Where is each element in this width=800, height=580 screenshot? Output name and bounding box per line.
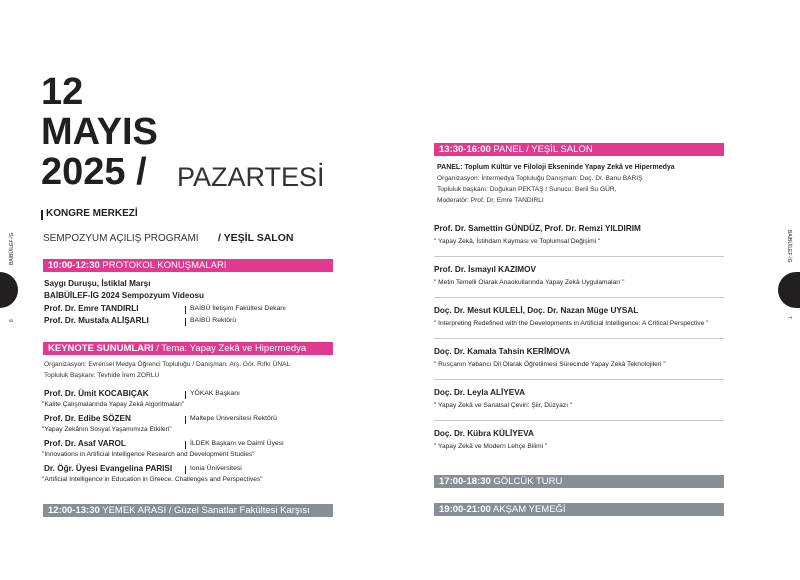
protocol-time: 10:00-12:30	[48, 260, 100, 271]
panel-speaker-name: Doç. Dr. Kamala Tahsin KERİMOVA	[434, 347, 571, 356]
keynote-talk-title: "Artificial Intelligence in Education in Greece. Challenges and Perspectives"	[42, 476, 263, 483]
panel-moderator: Moderatör: Prof. Dr. Emre TANDIRLI	[437, 197, 544, 204]
panel-speaker-name: Prof. Dr. İsmayıl KAZIMOV	[434, 265, 536, 274]
keynote-speaker-role: Maltepe Üniversitesi Rektörü	[190, 415, 277, 422]
date-year: 2025 /	[41, 151, 147, 193]
lunch-bar	[43, 504, 333, 517]
dinner-bar	[434, 503, 724, 516]
panel-talk-title: " Yapay Zekâ, İstihdam Kayması ve Toplumsal Değişimi "	[434, 238, 601, 245]
lunch-time: 12:00-13:30	[48, 505, 100, 516]
divider	[185, 318, 186, 326]
separator	[434, 338, 724, 339]
panel-talk-title: " Yapay Zekâ ve Sanatsal Çeviri: Şiir, Düzyazı "	[434, 402, 573, 409]
venue-marker	[41, 210, 43, 220]
panel-bar	[434, 143, 724, 156]
panel-talk-title: " Rusçanın Yabancı Dil Olarak Öğretilmesi Sürecinde Yapay Zekâ Teknolojileri "	[434, 361, 666, 368]
keynote-speaker-name: Prof. Dr. Asaf VAROL	[44, 439, 126, 448]
panel-title-bar: PANEL / YEŞİL SALON	[493, 144, 593, 155]
tour-time: 17:00-18:30	[439, 476, 491, 487]
divider	[185, 416, 186, 424]
protocol-speaker-role: BAİBÜ Rektörü	[190, 317, 237, 324]
left-page-number: 6	[9, 319, 15, 322]
keynote-talk-title: "Kalite Çalışmalarında Yapay Zekâ Algoritmaları"	[42, 401, 185, 408]
divider	[185, 466, 186, 474]
panel-speaker-name: Doç. Dr. Mesut KULELİ, Doç. Dr. Nazan Müge UYSAL	[434, 306, 639, 315]
keynote-speaker-name: Prof. Dr. Edibe SÖZEN	[44, 414, 131, 423]
weekday: PAZARTESİ	[177, 162, 325, 192]
keynote-talk-title: "Innovations in Artificial Intelligence Research and Development Studies"	[42, 451, 255, 458]
dinner-title: AKŞAM YEMEĞİ	[492, 504, 566, 515]
keynote-speaker-name: Prof. Dr. Ümit KOCABIÇAK	[44, 389, 149, 398]
protocol-speaker-name: Prof. Dr. Emre TANDIRLI	[44, 304, 139, 313]
panel-speaker-name: Prof. Dr. Samettin GÜNDÜZ, Prof. Dr. Remzi YILDIRIM	[434, 224, 641, 233]
panel-talk-title: " Metin Temelli Olarak Anaokullarında Yapay Zekâ Uygulamaları "	[434, 279, 625, 286]
keynote-speaker-role: YÖKAK Başkanı	[190, 390, 240, 397]
tour-bar	[434, 475, 724, 488]
divider	[185, 391, 186, 399]
tour-title: GÖLCÜK TURU	[493, 476, 563, 487]
dinner-time: 19:00-21:00	[439, 504, 491, 515]
panel-talk-title: " Yapay Zekâ ve Modern Lehçe Bilimi "	[434, 443, 548, 450]
separator	[434, 420, 724, 421]
venue: KONGRE MERKEZİ	[46, 208, 138, 219]
protocol-speaker-name: Prof. Dr. Mustafa ALİŞARLI	[44, 316, 149, 325]
right-page-number: 7	[786, 316, 792, 319]
keynote-speaker-role: Ionia Üniversitesi	[190, 465, 242, 472]
protocol-title: PROTOKOL KONUŞMALARI	[102, 260, 227, 271]
keynote-bar	[43, 342, 333, 355]
panel-speaker-name: Doç. Dr. Kübra KÜLİYEVA	[434, 429, 534, 438]
keynote-title: KEYNOTE SUNUMLARI	[48, 343, 154, 354]
keynote-organization: Organizasyon: Evrensel Medya Öğrenci Topluluğu / Danışman: Arş. Gör. Rıfkı ÜNAL	[44, 361, 291, 368]
keynote-theme: / Tema: Yapay Zekâ ve Hipermedya	[156, 343, 307, 354]
lunch-title: YEMEK ARASI / Güzel Sanatlar Fakültesi Karşısı	[102, 505, 310, 516]
separator	[434, 379, 724, 380]
protocol-bar	[43, 259, 333, 272]
panel-title: PANEL: Toplum Kültür ve Filoloji Ekseninde Yapay Zekâ ve Hipermedya	[437, 164, 675, 171]
right-page-tab	[778, 272, 800, 308]
divider	[185, 306, 186, 314]
separator	[434, 297, 724, 298]
panel-leader: Topluluk başkanı: Doğukan PEKTAŞ / Sunucu: Beril Su GÜR,	[437, 186, 617, 193]
program-hall: / YEŞİL SALON	[218, 232, 294, 244]
right-page	[400, 0, 800, 580]
panel-speaker-name: Doç. Dr. Leyla ALİYEVA	[434, 388, 525, 397]
panel-talk-title: " Interpreting Redefined with the Developments in Artificial Intelligence: A Critical Perspective "	[434, 320, 709, 327]
protocol-item-video: BAİBÜİLEF-İG 2024 Sempozyum Videosu	[44, 291, 204, 300]
protocol-item-anthem: Saygı Duruşu, İstiklal Marşı	[44, 279, 151, 288]
keynote-speaker-role: İLDEK Başkanı ve Daimî Üyesi	[190, 440, 284, 447]
panel-time: 13:30-16:00	[439, 144, 491, 155]
protocol-speaker-role: BAİBÜ İletişim Fakültesi Dekanı	[190, 305, 286, 312]
keynote-club-leader: Topluluk Başkanı: Tevhide İrem ZORLU	[44, 372, 160, 379]
keynote-talk-title: "Yapay Zekânın Sosyal Yaşamımıza Etkileri"	[42, 426, 172, 433]
keynote-speaker-name: Dr. Öğr. Üyesi Evangelina PARISI	[44, 464, 173, 473]
date-month: MAYIS	[41, 111, 158, 153]
left-page-tab	[0, 272, 18, 308]
panel-organization: Organizasyon: İntermedya Topluluğu Danışman: Doç. Dr. Banu BARIŞ	[437, 175, 643, 182]
date-day: 12	[41, 71, 84, 113]
program-title: SEMPOZYUM AÇILIŞ PROGRAMI	[43, 233, 199, 244]
left-side-label: BAİBÜİLEF-İG	[9, 232, 15, 265]
right-side-label: BAİBÜİLEF-İG	[786, 230, 792, 263]
separator	[434, 256, 724, 257]
divider	[185, 441, 186, 449]
